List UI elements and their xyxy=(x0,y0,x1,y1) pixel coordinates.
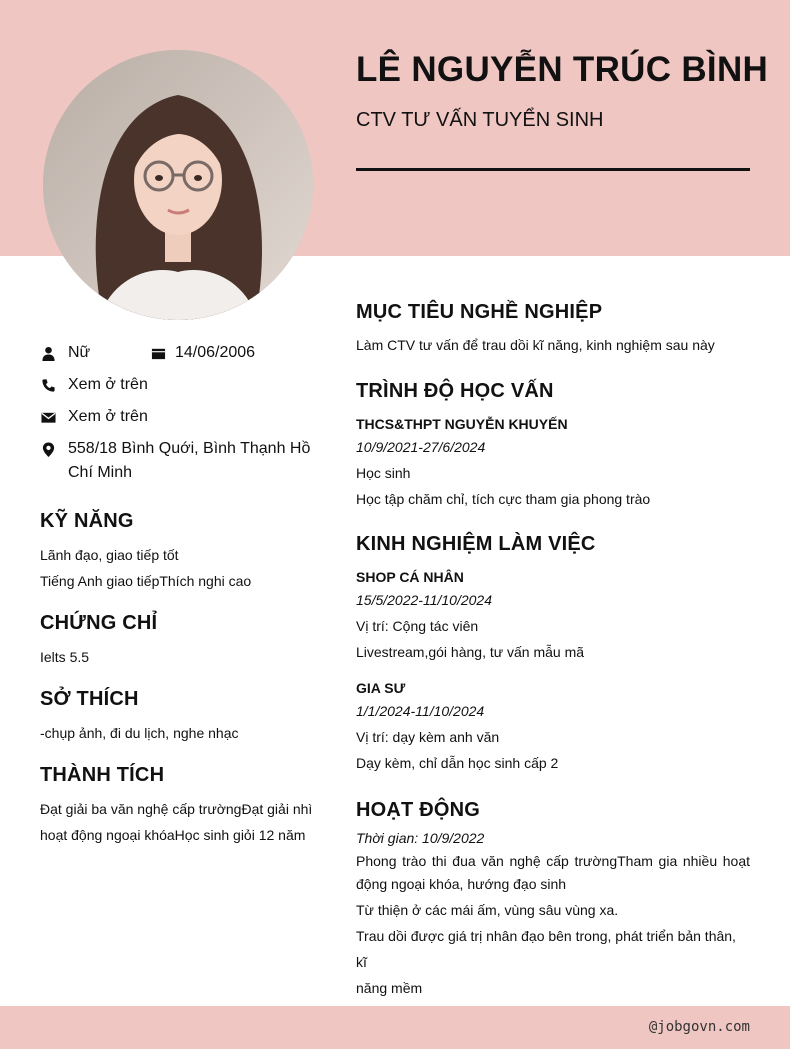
skill-item: Tiếng Anh giao tiếpThích nghi cao xyxy=(40,573,252,589)
activities-para-3-line-2: năng mềm xyxy=(356,980,423,996)
location-pin-icon xyxy=(40,437,56,461)
phone-value: Xem ở trên xyxy=(68,376,148,393)
job-position: Vị trí: dạy kèm anh văn xyxy=(356,729,500,745)
objective-title: MỤC TIÊU NGHỀ NGHIỆP xyxy=(356,301,603,323)
job-description: Dạy kèm, chỉ dẫn học sinh cấp 2 xyxy=(356,755,559,771)
header-divider xyxy=(356,168,750,171)
education-line: Học tập chăm chỉ, tích cực tham gia phong trào xyxy=(356,491,651,507)
job-period: 1/1/2024-11/10/2024 xyxy=(356,703,485,719)
hobby-item: -chụp ảnh, đi du lịch, nghe nhạc xyxy=(40,725,239,741)
certificate-item: Ielts 5.5 xyxy=(40,649,90,665)
email-row xyxy=(40,405,148,429)
activities-para-3-line-1: Trau dồi được giá trị nhân đạo bên trong, phát triển bản thân, kĩ xyxy=(356,928,736,970)
objective-text: Làm CTV tư vấn để trau dồi kĩ năng, kinh nghiệm sau này xyxy=(356,337,715,353)
birthdate-value: 14/06/2006 xyxy=(175,344,256,361)
address-line-1: 558/18 Bình Quới, Bình Thạnh Hồ xyxy=(68,440,311,457)
gender-row xyxy=(40,341,90,365)
profile-photo xyxy=(43,50,313,320)
hobbies-section xyxy=(40,688,320,746)
address-line-2: Chí Minh xyxy=(68,464,133,481)
objective-section xyxy=(356,301,750,358)
experience-section xyxy=(356,533,750,776)
activities-title: HOẠT ĐỘNG xyxy=(356,799,481,821)
job-org: GIA SƯ xyxy=(356,680,406,696)
candidate-name: LÊ NGUYỄN TRÚC BÌNH xyxy=(356,50,769,89)
candidate-role: CTV TƯ VẤN TUYỂN SINH xyxy=(356,109,604,131)
certificates-title: CHỨNG CHỈ xyxy=(40,612,158,634)
job-entry xyxy=(356,678,750,776)
phone-icon xyxy=(40,373,56,397)
achievement-line: Đạt giải ba văn nghệ cấp trườngĐạt giải nhì xyxy=(40,801,313,817)
activities-section xyxy=(356,799,750,1001)
job-org: SHOP CÁ NHÂN xyxy=(356,569,464,585)
achievement-line: hoạt động ngoại khóaHọc sinh giỏi 12 năm xyxy=(40,827,306,843)
address-value xyxy=(68,437,310,485)
education-period: 10/9/2021-27/6/2024 xyxy=(356,439,486,455)
job-period: 15/5/2022-11/10/2024 xyxy=(356,592,492,608)
person-icon xyxy=(40,341,56,365)
skills-section xyxy=(40,510,320,594)
activities-para-1: Phong trào thi đua văn nghệ cấp trườngTham gia nhiều hoạt động ngoại khóa, hướng đạo sinh xyxy=(356,853,750,892)
job-entry xyxy=(356,567,750,665)
activities-para-2: Từ thiện ở các mái ấm, vùng sâu vùng xa. xyxy=(356,902,619,918)
mail-icon xyxy=(40,405,56,429)
birthdate-row xyxy=(150,341,255,365)
footer-brand: @jobgovn.com xyxy=(648,1019,750,1035)
skill-item: Lãnh đạo, giao tiếp tốt xyxy=(40,547,179,563)
email-value: Xem ở trên xyxy=(68,408,148,425)
job-position: Vị trí: Cộng tác viên xyxy=(356,618,479,634)
education-section xyxy=(356,380,750,512)
education-title: TRÌNH ĐỘ HỌC VẤN xyxy=(356,380,554,402)
education-line: Học sinh xyxy=(356,465,411,481)
hobbies-title: SỞ THÍCH xyxy=(40,688,139,710)
achievements-title: THÀNH TÍCH xyxy=(40,764,165,786)
certificates-section xyxy=(40,612,320,670)
job-description: Livestream,gói hàng, tư vấn mẫu mã xyxy=(356,644,585,660)
school-name: THCS&THPT NGUYỄN KHUYẾN xyxy=(356,416,568,432)
phone-row xyxy=(40,373,148,397)
portrait-illustration xyxy=(43,50,313,320)
skills-title: KỸ NĂNG xyxy=(40,510,134,532)
calendar-icon xyxy=(150,341,166,365)
achievements-section xyxy=(40,764,320,848)
address-row xyxy=(40,437,320,485)
activities-time: Thời gian: 10/9/2022 xyxy=(356,830,485,846)
experience-title: KINH NGHIỆM LÀM VIỆC xyxy=(356,533,596,555)
gender-value: Nữ xyxy=(68,344,91,361)
